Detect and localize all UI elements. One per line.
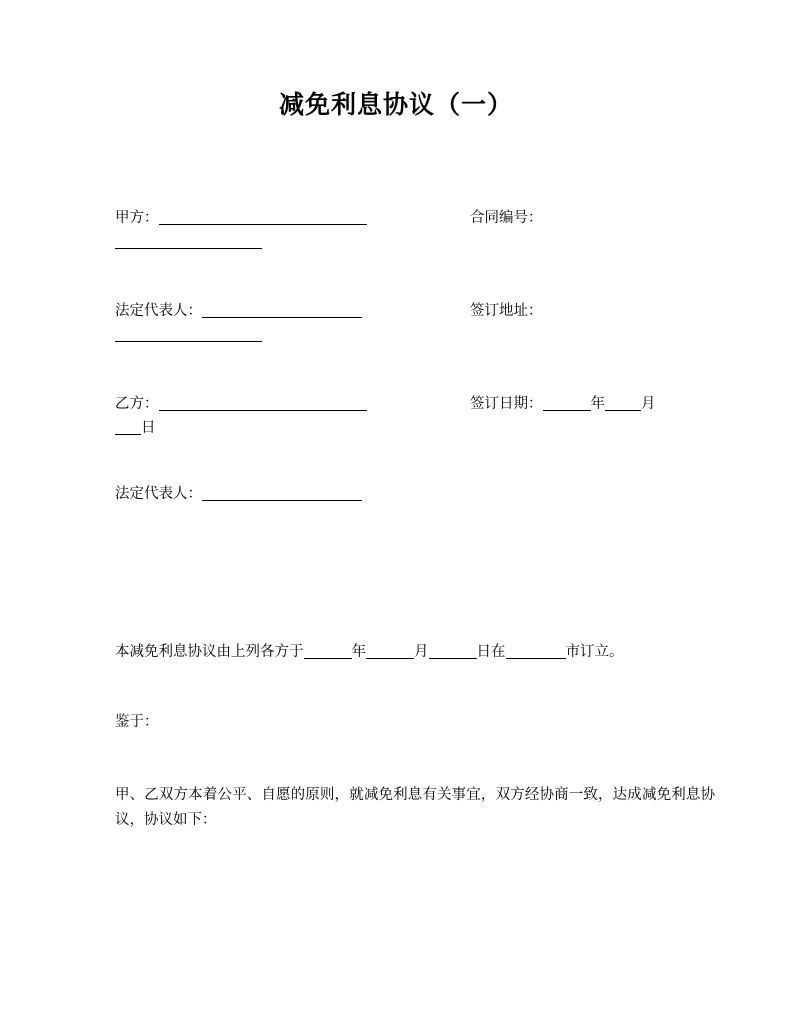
field-legal-representative-b [115, 482, 475, 506]
legal-representative-a-blank[interactable] [202, 304, 362, 318]
signing-date-year-unit: 年 [590, 396, 605, 412]
field-label-legal-representative-a: 法定代表人： [115, 303, 202, 319]
party-a-blank-continuation [115, 230, 262, 254]
signing-date-month-unit: 月 [641, 396, 656, 412]
signing-date-year-blank[interactable] [543, 397, 591, 411]
whereas-label: 鉴于： [115, 714, 159, 730]
form-spacer [115, 347, 725, 392]
legal-representative-b-blank[interactable] [202, 487, 362, 501]
signing-date-day-unit: 日 [141, 420, 156, 436]
field-label-party-a: 甲方： [115, 210, 159, 226]
party-b-blank[interactable] [159, 397, 367, 411]
body-spacer [115, 735, 715, 783]
establishment-city-blank[interactable] [506, 645, 566, 659]
establishment-year-blank[interactable] [304, 645, 352, 659]
establishment-paragraph [115, 640, 715, 665]
field-legal-representative-a [115, 299, 475, 323]
field-party-a [115, 206, 475, 230]
field-label-signing-address: 签订地址： [470, 303, 543, 319]
establishment-day-blank[interactable] [429, 645, 477, 659]
field-contract-number [470, 206, 725, 230]
field-label-legal-representative-b: 法定代表人： [115, 486, 202, 502]
document-body [115, 640, 715, 833]
form-spacer [115, 440, 725, 482]
establishment-month-unit: 月 [414, 644, 429, 660]
field-party-b [115, 392, 475, 416]
signing-date-month-blank[interactable] [605, 397, 641, 411]
field-label-signing-date: 签订日期： [470, 396, 543, 412]
establishment-year-unit: 年 [351, 644, 366, 660]
field-signing-date [470, 392, 725, 416]
party-info-form [115, 206, 725, 508]
form-row [115, 299, 725, 347]
agreement-intro-paragraph: 甲、乙双方本着公平、自愿的原则，就减免利息有关事宜，双方经协商一致，达成减免利息协议，协议如下： [115, 787, 715, 828]
form-row [115, 206, 725, 254]
form-row [115, 392, 725, 440]
field-signing-address [470, 299, 725, 323]
legal-representative-a-blank-second-line[interactable] [115, 328, 262, 342]
field-label-party-b: 乙方： [115, 396, 159, 412]
signing-date-day-blank[interactable] [115, 421, 141, 435]
establishment-month-blank[interactable] [366, 645, 414, 659]
form-row [115, 482, 725, 508]
establishment-prefix: 本减免利息协议由上列各方于 [115, 644, 304, 660]
field-label-contract-number: 合同编号： [470, 210, 543, 226]
party-a-blank-second-line[interactable] [115, 235, 262, 249]
legal-representative-a-blank-continuation [115, 323, 262, 347]
form-spacer [115, 254, 725, 299]
signing-date-day-continuation [115, 416, 156, 440]
establishment-day-unit: 日在 [476, 644, 506, 660]
establishment-city-unit: 市订立。 [565, 644, 624, 660]
body-spacer [115, 665, 715, 710]
page-title: 减免利息协议（一） [278, 90, 513, 119]
party-a-blank[interactable] [159, 211, 367, 225]
